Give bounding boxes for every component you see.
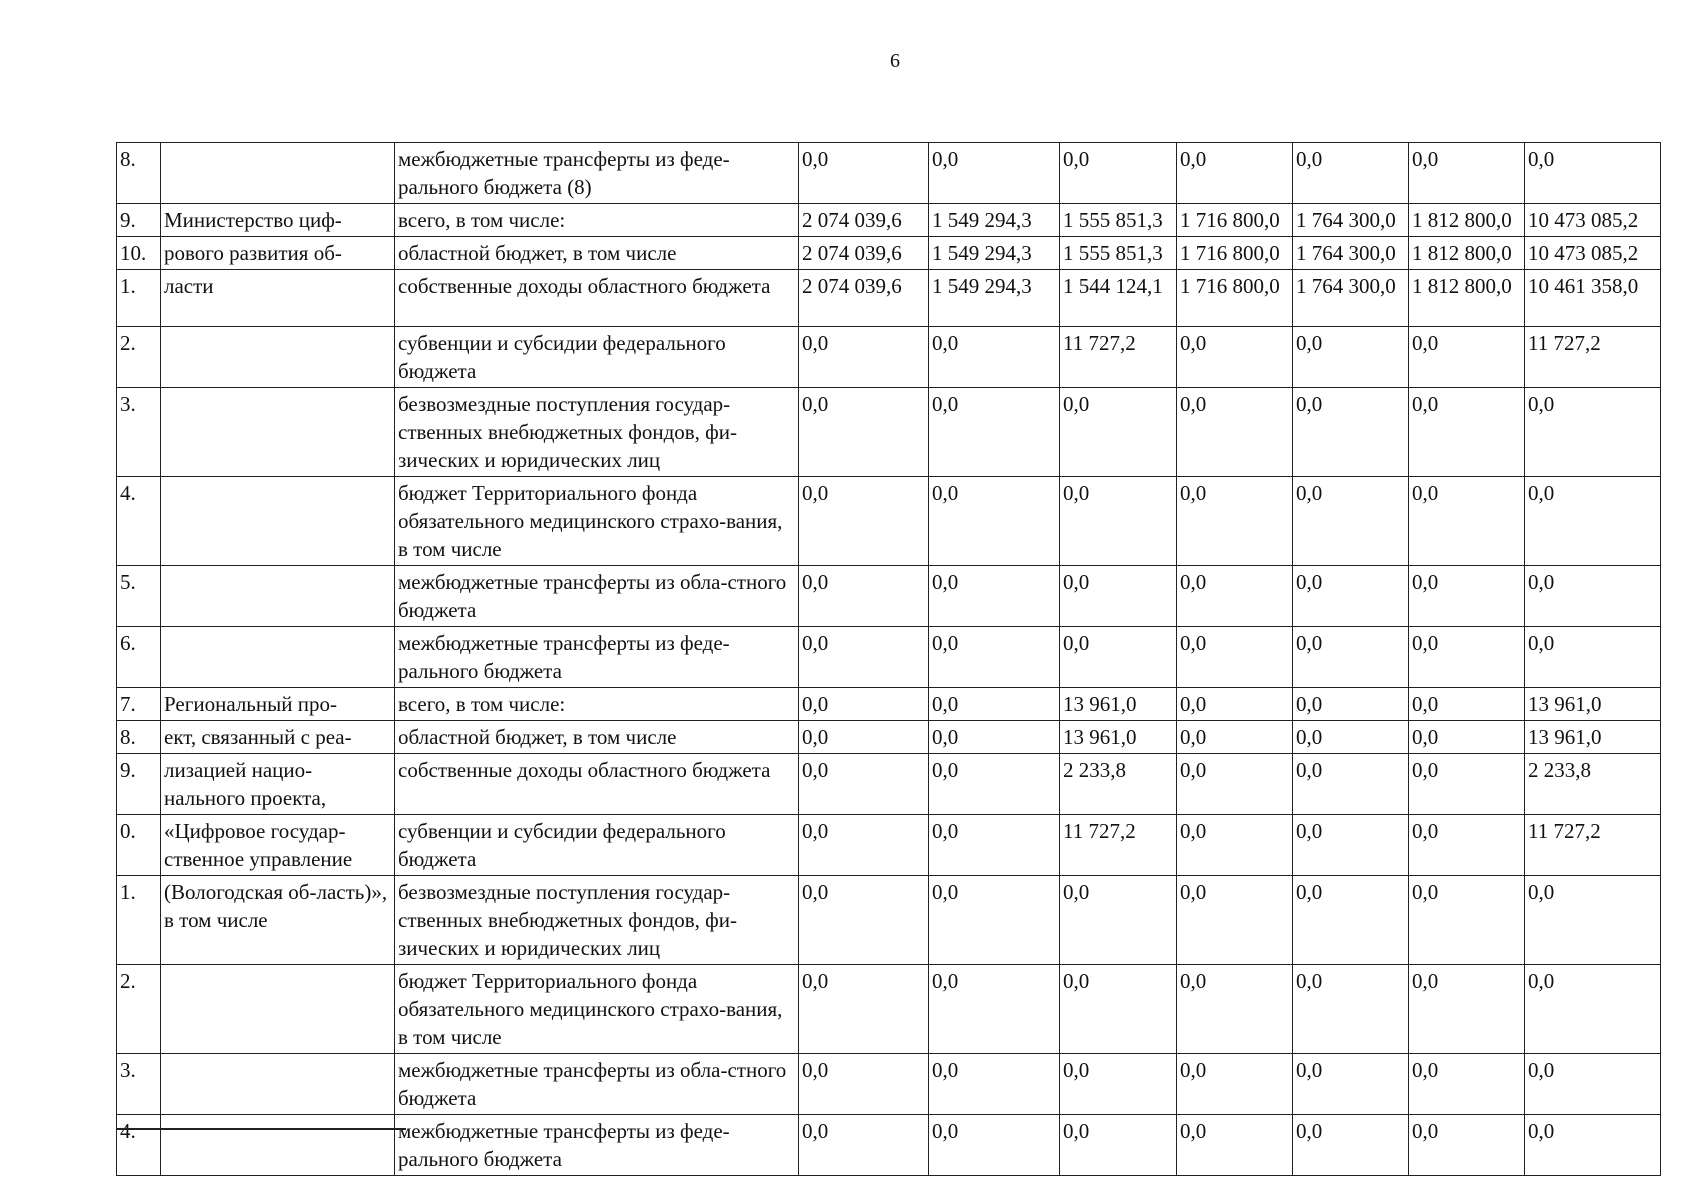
- funding-source: бюджет Территориального фонда обязательного медицинского страхо-вания, в том числе: [395, 477, 799, 566]
- table-row: [117, 566, 1661, 627]
- amount-cell: 0,0: [929, 1115, 1060, 1176]
- amount-cell: 10 473 085,2: [1525, 204, 1661, 237]
- amount-cell: 0,0: [1060, 388, 1177, 477]
- amount-cell: 0,0: [929, 876, 1060, 965]
- amount-cell: 0,0: [1409, 327, 1525, 388]
- amount-cell: 0,0: [1409, 388, 1525, 477]
- amount-cell: 0,0: [1525, 477, 1661, 566]
- amount-cell: 0,0: [929, 388, 1060, 477]
- table-row: [117, 1054, 1661, 1115]
- responsible-name: рового развития об-: [161, 237, 395, 270]
- amount-cell: 0,0: [1177, 965, 1293, 1054]
- amount-cell: 0,0: [799, 815, 929, 876]
- funding-source: субвенции и субсидии федерального бюджета: [395, 815, 799, 876]
- funding-source: межбюджетные трансферты из обла-стного бюджета: [395, 1054, 799, 1115]
- amount-cell: 0,0: [929, 143, 1060, 204]
- amount-cell: 0,0: [1177, 388, 1293, 477]
- row-number: 6.: [117, 627, 161, 688]
- funding-source: собственные доходы областного бюджета: [395, 270, 799, 327]
- amount-cell: 0,0: [1293, 477, 1409, 566]
- amount-cell: 10 461 358,0: [1525, 270, 1661, 327]
- funding-source: всего, в том числе:: [395, 204, 799, 237]
- funding-source: межбюджетные трансферты из феде-ральнoго бюджета (8): [395, 143, 799, 204]
- amount-cell: 0,0: [799, 143, 929, 204]
- amount-cell: 0,0: [1060, 477, 1177, 566]
- amount-cell: 0,0: [1293, 815, 1409, 876]
- table-row: [117, 627, 1661, 688]
- amount-cell: 1 812 800,0: [1409, 237, 1525, 270]
- funding-source: межбюджетные трансферты из обла-стного бюджета: [395, 566, 799, 627]
- amount-cell: 0,0: [1409, 965, 1525, 1054]
- amount-cell: 11 727,2: [1525, 815, 1661, 876]
- responsible-name: «Цифровое государ-ственное управление: [161, 815, 395, 876]
- responsible-name: [161, 627, 395, 688]
- amount-cell: 1 812 800,0: [1409, 204, 1525, 237]
- funding-source: областной бюджет, в том числе: [395, 237, 799, 270]
- amount-cell: 11 727,2: [1525, 327, 1661, 388]
- amount-cell: 1 555 851,3: [1060, 237, 1177, 270]
- amount-cell: 0,0: [1060, 876, 1177, 965]
- amount-cell: 2 074 039,6: [799, 270, 929, 327]
- amount-cell: 11 727,2: [1060, 815, 1177, 876]
- amount-cell: 0,0: [1293, 627, 1409, 688]
- funding-source: областной бюджет, в том числе: [395, 721, 799, 754]
- funding-source: субвенции и субсидии федерального бюджета: [395, 327, 799, 388]
- row-number: 3.: [117, 1054, 161, 1115]
- amount-cell: 0,0: [1177, 566, 1293, 627]
- amount-cell: 0,0: [1525, 1054, 1661, 1115]
- amount-cell: 0,0: [1177, 876, 1293, 965]
- amount-cell: 1 555 851,3: [1060, 204, 1177, 237]
- funding-source: безвозмездные поступления государ-ственных внебюджетных фондов, фи-зических и юридических лиц: [395, 876, 799, 965]
- amount-cell: 0,0: [799, 627, 929, 688]
- amount-cell: 0,0: [1525, 1115, 1661, 1176]
- table-row: [117, 815, 1661, 876]
- row-number: 1.: [117, 270, 161, 327]
- amount-cell: 0,0: [1293, 721, 1409, 754]
- amount-cell: 0,0: [1293, 143, 1409, 204]
- row-number: 2.: [117, 327, 161, 388]
- table-row: [117, 1115, 1661, 1176]
- table-row: [117, 965, 1661, 1054]
- funding-source: межбюджетные трансферты из феде-рального бюджета: [395, 627, 799, 688]
- amount-cell: 2 074 039,6: [799, 237, 929, 270]
- table-row: [117, 327, 1661, 388]
- responsible-name: [161, 566, 395, 627]
- table-row: [117, 270, 1661, 327]
- amount-cell: 0,0: [799, 1054, 929, 1115]
- amount-cell: 0,0: [929, 327, 1060, 388]
- row-number: 2.: [117, 965, 161, 1054]
- amount-cell: 0,0: [799, 1115, 929, 1176]
- amount-cell: 0,0: [1060, 143, 1177, 204]
- funding-source: межбюджетные трансферты из феде-рального бюджета: [395, 1115, 799, 1176]
- funding-source: всего, в том числе:: [395, 688, 799, 721]
- amount-cell: 0,0: [1409, 754, 1525, 815]
- amount-cell: 0,0: [1525, 965, 1661, 1054]
- funding-source: безвозмездные поступления государ-ственных внебюджетных фондов, фи-зических и юридических лиц: [395, 388, 799, 477]
- row-number: 5.: [117, 566, 161, 627]
- responsible-name: лизацией нацио-нального проекта,: [161, 754, 395, 815]
- amount-cell: 0,0: [1409, 627, 1525, 688]
- amount-cell: 0,0: [1060, 627, 1177, 688]
- amount-cell: 0,0: [1525, 143, 1661, 204]
- responsible-name: [161, 143, 395, 204]
- responsible-name: [161, 1054, 395, 1115]
- amount-cell: 0,0: [799, 388, 929, 477]
- responsible-name: [161, 327, 395, 388]
- amount-cell: 0,0: [929, 688, 1060, 721]
- amount-cell: 0,0: [1177, 627, 1293, 688]
- responsible-name: [161, 965, 395, 1054]
- amount-cell: 2 233,8: [1060, 754, 1177, 815]
- amount-cell: 0,0: [1293, 754, 1409, 815]
- amount-cell: 0,0: [929, 965, 1060, 1054]
- table-row: [117, 721, 1661, 754]
- amount-cell: 1 549 294,3: [929, 237, 1060, 270]
- amount-cell: 0,0: [1525, 388, 1661, 477]
- row-number: 1.: [117, 876, 161, 965]
- amount-cell: 0,0: [1409, 688, 1525, 721]
- amount-cell: 0,0: [1293, 876, 1409, 965]
- amount-cell: 0,0: [929, 1054, 1060, 1115]
- table-row: [117, 388, 1661, 477]
- amount-cell: 0,0: [799, 754, 929, 815]
- amount-cell: 1 764 300,0: [1293, 270, 1409, 327]
- amount-cell: 0,0: [799, 876, 929, 965]
- amount-cell: 0,0: [1293, 566, 1409, 627]
- amount-cell: 0,0: [1525, 566, 1661, 627]
- amount-cell: 0,0: [799, 566, 929, 627]
- funding-source: собственные доходы областного бюджета: [395, 754, 799, 815]
- row-number: 9.: [117, 754, 161, 815]
- amount-cell: 0,0: [929, 815, 1060, 876]
- responsible-name: [161, 477, 395, 566]
- amount-cell: 0,0: [1060, 1054, 1177, 1115]
- amount-cell: 0,0: [1177, 1115, 1293, 1176]
- amount-cell: 0,0: [929, 566, 1060, 627]
- amount-cell: 0,0: [1409, 876, 1525, 965]
- responsible-name: (Вологодская об-ласть)», в том числе: [161, 876, 395, 965]
- responsible-name: ласти: [161, 270, 395, 327]
- amount-cell: 0,0: [1177, 143, 1293, 204]
- table-row: [117, 754, 1661, 815]
- table-row: [117, 204, 1661, 237]
- amount-cell: 0,0: [1177, 815, 1293, 876]
- amount-cell: 0,0: [1177, 754, 1293, 815]
- responsible-name: ект, связанный с реа-: [161, 721, 395, 754]
- row-number: 3.: [117, 388, 161, 477]
- budget-table-body: [117, 143, 1661, 1176]
- row-number: 8.: [117, 143, 161, 204]
- amount-cell: 0,0: [1060, 965, 1177, 1054]
- amount-cell: 11 727,2: [1060, 327, 1177, 388]
- amount-cell: 1 544 124,1: [1060, 270, 1177, 327]
- row-number: 8.: [117, 721, 161, 754]
- row-number: 10.: [117, 237, 161, 270]
- amount-cell: 0,0: [799, 688, 929, 721]
- responsible-name: Региональный про-: [161, 688, 395, 721]
- row-number: 9.: [117, 204, 161, 237]
- amount-cell: 0,0: [1293, 1115, 1409, 1176]
- amount-cell: 1 549 294,3: [929, 270, 1060, 327]
- amount-cell: 0,0: [1293, 327, 1409, 388]
- table-row: [117, 876, 1661, 965]
- amount-cell: 0,0: [929, 721, 1060, 754]
- amount-cell: 1 716 800,0: [1177, 237, 1293, 270]
- amount-cell: 0,0: [1177, 688, 1293, 721]
- amount-cell: 0,0: [1293, 388, 1409, 477]
- amount-cell: 10 473 085,2: [1525, 237, 1661, 270]
- amount-cell: 1 812 800,0: [1409, 270, 1525, 327]
- amount-cell: 13 961,0: [1525, 688, 1661, 721]
- amount-cell: 0,0: [799, 477, 929, 566]
- amount-cell: 13 961,0: [1525, 721, 1661, 754]
- amount-cell: 1 716 800,0: [1177, 204, 1293, 237]
- amount-cell: 0,0: [799, 327, 929, 388]
- amount-cell: 0,0: [1525, 627, 1661, 688]
- amount-cell: 0,0: [929, 627, 1060, 688]
- amount-cell: 0,0: [799, 721, 929, 754]
- amount-cell: 1 764 300,0: [1293, 204, 1409, 237]
- amount-cell: 0,0: [1177, 1054, 1293, 1115]
- row-number: 7.: [117, 688, 161, 721]
- amount-cell: 0,0: [929, 477, 1060, 566]
- amount-cell: 0,0: [929, 754, 1060, 815]
- amount-cell: 13 961,0: [1060, 721, 1177, 754]
- amount-cell: 1 549 294,3: [929, 204, 1060, 237]
- responsible-name: [161, 388, 395, 477]
- table-row: [117, 237, 1661, 270]
- responsible-name: Министерство циф-: [161, 204, 395, 237]
- table-row: [117, 143, 1661, 204]
- amount-cell: 0,0: [1293, 1054, 1409, 1115]
- amount-cell: 0,0: [1409, 1115, 1525, 1176]
- amount-cell: 0,0: [1293, 965, 1409, 1054]
- amount-cell: 0,0: [1409, 1054, 1525, 1115]
- bottom-rule: [116, 1128, 406, 1130]
- amount-cell: 0,0: [1060, 566, 1177, 627]
- amount-cell: 0,0: [1409, 143, 1525, 204]
- amount-cell: 0,0: [1525, 876, 1661, 965]
- amount-cell: 0,0: [1177, 327, 1293, 388]
- row-number: 4.: [117, 1115, 161, 1176]
- amount-cell: 0,0: [1409, 566, 1525, 627]
- amount-cell: 1 716 800,0: [1177, 270, 1293, 327]
- amount-cell: 0,0: [1409, 721, 1525, 754]
- amount-cell: 1 764 300,0: [1293, 237, 1409, 270]
- amount-cell: 0,0: [1177, 721, 1293, 754]
- table-row: [117, 688, 1661, 721]
- amount-cell: 0,0: [1293, 688, 1409, 721]
- responsible-name: [161, 1115, 395, 1176]
- row-number: 4.: [117, 477, 161, 566]
- amount-cell: 0,0: [1060, 1115, 1177, 1176]
- amount-cell: 0,0: [1409, 815, 1525, 876]
- page-number: 6: [890, 50, 900, 72]
- amount-cell: 0,0: [1177, 477, 1293, 566]
- amount-cell: 13 961,0: [1060, 688, 1177, 721]
- funding-source: бюджет Территориального фонда обязательного медицинского страхо-вания, в том числе: [395, 965, 799, 1054]
- amount-cell: 0,0: [1409, 477, 1525, 566]
- table-row: [117, 477, 1661, 566]
- budget-table: [116, 142, 1661, 1176]
- amount-cell: 2 233,8: [1525, 754, 1661, 815]
- amount-cell: 2 074 039,6: [799, 204, 929, 237]
- row-number: 0.: [117, 815, 161, 876]
- amount-cell: 0,0: [799, 965, 929, 1054]
